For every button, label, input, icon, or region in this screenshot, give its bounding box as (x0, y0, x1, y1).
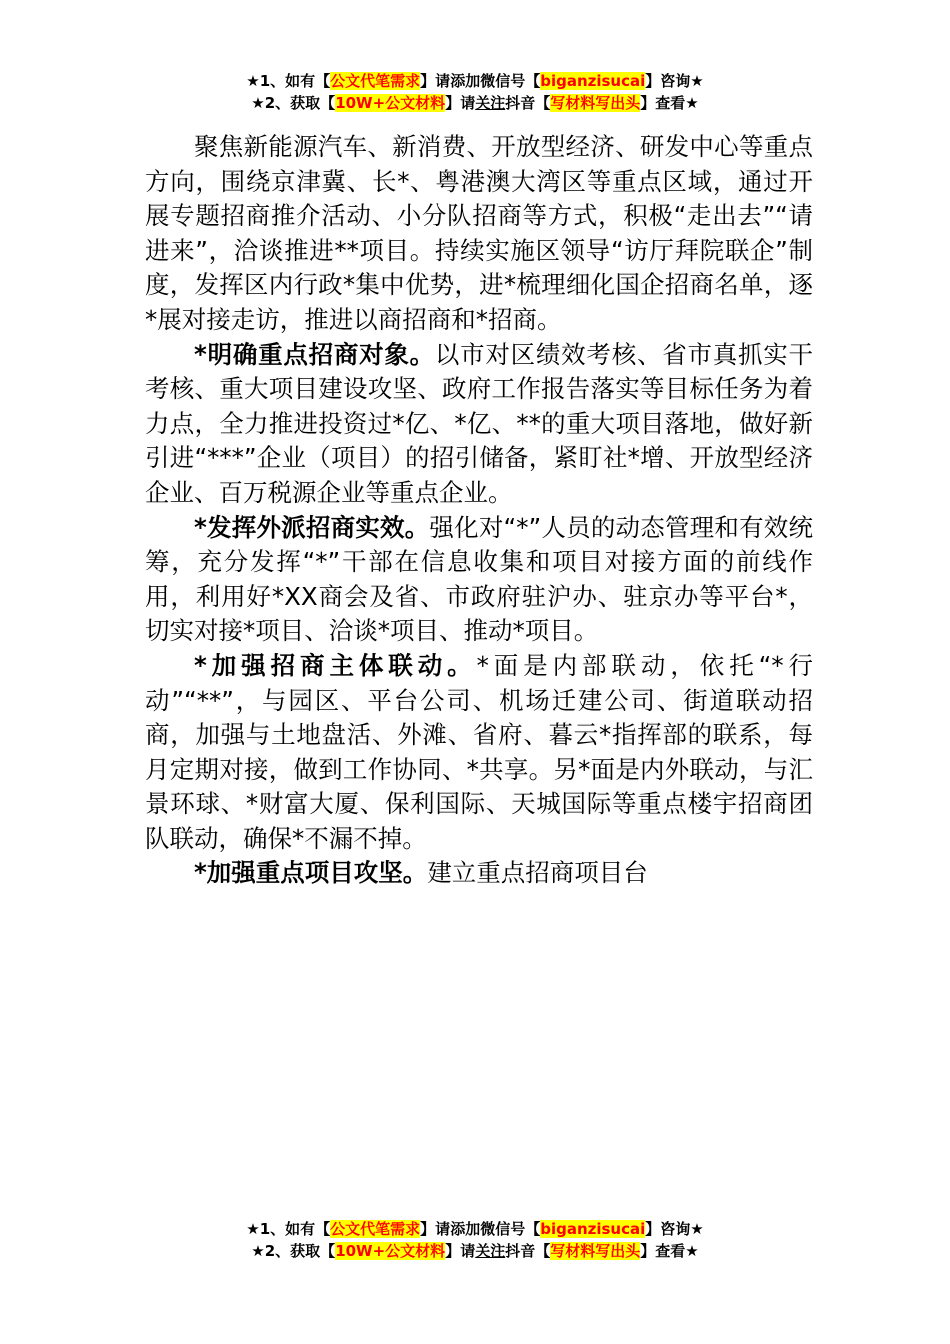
banner-text: 】查看★ (640, 1242, 699, 1260)
banner-text: 微信号【 (480, 72, 541, 90)
banner-text: 】咨询★ (645, 72, 704, 90)
banner-highlight: 写材料写出头 (550, 94, 641, 112)
paragraph-text: *面是内部联动，依托“*行动”“**”，与园区、平台公司、机场迁建公司、街道联动招商，加强与土地盘活、外滩、省府、暮云*指挥部的联系，每月定期对接，做到工作协同、*共享。另*面是内外联动，与汇景环球、*财富大厦、保利国际、天城国际等重点楼宇招商团队联动，确保*不漏不掉。 (145, 650, 813, 853)
banner-text: 抖音【 (505, 1242, 551, 1260)
banner-highlight: 10W+公文材料 (335, 1242, 446, 1260)
banner-highlight: 10W+公文材料 (335, 94, 446, 112)
banner-highlight: biganzisucai (540, 72, 646, 90)
paragraph-lead: *明确重点招商对象。 (194, 339, 435, 369)
banner-text: 】请 (420, 72, 451, 90)
banner-text: 】请 (445, 94, 476, 112)
banner-text: 微信号【 (480, 1220, 541, 1238)
paragraph-lead: *加强重点项目攻坚。 (194, 858, 428, 888)
header-banner (0, 70, 950, 114)
paragraph-text: 强化对“*”人员的动态管理和有效统筹，充分发挥“*”干部在信息收集和项目对接方面的前线作用，利用好*XX商会及省、市政府驻沪办、驻京办等平台*，切实对接*项目、洽谈*项目、推动*项目。 (145, 512, 813, 646)
banner-text: 】查看★ (640, 94, 699, 112)
paragraph-text: 聚焦新能源汽车、新消费、开放型经济、研发中心等重点方向，围绕京津冀、长*、粤港澳大湾区等重点区域，通过开展专题招商推介活动、小分队招商等方式，积极“走出去”“请进来”，洽谈推进**项目。持续实施区领导“访厅拜院联企”制度，发挥区内行政*集中优势，进*梳理细化国企招商名单，逐*展对接走访，推进以商招商和*招商。 (145, 132, 813, 334)
banner-emphasis: 添加 (450, 1220, 481, 1238)
paragraph (145, 856, 813, 891)
banner-line-2 (0, 92, 950, 114)
banner-text: ★1、如有【 (246, 1220, 331, 1238)
banner-line-2 (0, 1240, 950, 1262)
paragraph-lead: *发挥外派招商实效。 (194, 512, 430, 542)
banner-highlight: 写材料写出头 (550, 1242, 641, 1260)
paragraph (145, 338, 813, 511)
banner-text: ★2、获取【 (251, 1242, 336, 1260)
banner-text: ★1、如有【 (246, 72, 331, 90)
banner-line-1 (0, 70, 950, 92)
banner-text: 】请 (420, 1220, 451, 1238)
paragraph (145, 130, 813, 338)
paragraph-lead: *加强招商主体联动。 (194, 650, 477, 680)
banner-emphasis: 关注 (475, 94, 506, 112)
banner-line-1 (0, 1218, 950, 1240)
footer-banner (0, 1218, 950, 1262)
paragraph-text: 建立重点招商项目台 (427, 858, 648, 888)
banner-text: 】请 (445, 1242, 476, 1260)
banner-text: 抖音【 (505, 94, 551, 112)
paragraph-text: 以市对区绩效考核、省市真抓实干考核、重大项目建设攻坚、政府工作报告落实等目标任务为着力点，全力推进投资过*亿、*亿、**的重大项目落地，做好新引进“***”企业（项目）的招引储备，紧盯社*增、开放型经济企业、百万税源企业等重点企业。 (145, 339, 813, 507)
paragraph (145, 649, 813, 857)
document-body (145, 130, 813, 891)
banner-text: ★2、获取【 (251, 94, 336, 112)
banner-highlight: 公文代笔需求 (330, 1220, 421, 1238)
banner-highlight: biganzisucai (540, 1220, 646, 1238)
banner-emphasis: 添加 (450, 72, 481, 90)
banner-emphasis: 关注 (475, 1242, 506, 1260)
banner-highlight: 公文代笔需求 (330, 72, 421, 90)
banner-text: 】咨询★ (645, 1220, 704, 1238)
paragraph (145, 511, 813, 649)
